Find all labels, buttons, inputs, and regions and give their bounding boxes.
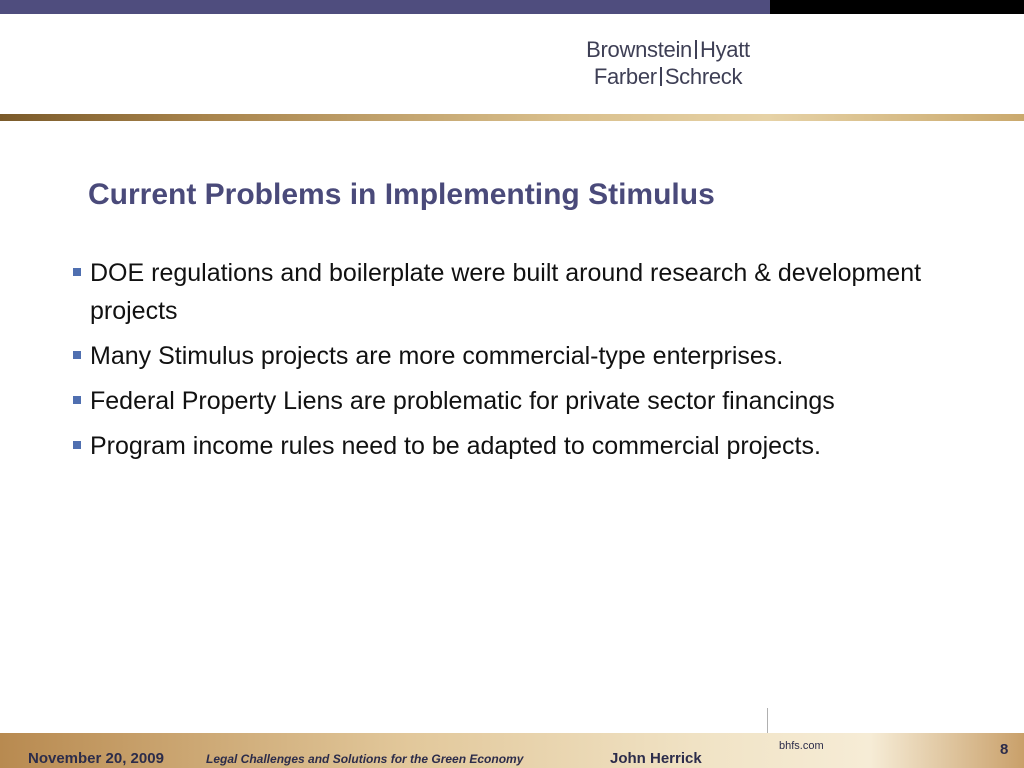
square-bullet-icon (73, 351, 81, 359)
footer-url: bhfs.com (779, 740, 824, 752)
logo-line-2 (568, 63, 768, 90)
logo-separator (695, 40, 697, 59)
bullet-item (70, 254, 950, 330)
bullet-item (70, 337, 950, 375)
top-accent-bar (0, 0, 770, 14)
square-bullet-icon (73, 441, 81, 449)
footer-subject: Legal Challenges and Solutions for the Green Economy (206, 752, 524, 766)
square-bullet-icon (73, 268, 81, 276)
bullet-text: Program income rules need to be adapted to commercial projects. (90, 432, 821, 460)
firm-logo (568, 36, 768, 90)
bullet-text: Federal Property Liens are problematic for private sector financings (90, 387, 835, 415)
logo-line-1 (568, 36, 768, 63)
header-divider-band (0, 114, 1024, 121)
top-accent-bar-dark (770, 0, 1024, 14)
bullet-list (70, 254, 950, 472)
footer-presenter: John Herrick (610, 750, 702, 767)
page-number: 8 (1000, 741, 1009, 758)
logo-word: Brownstein (586, 37, 692, 62)
logo-word: Farber (593, 64, 657, 89)
square-bullet-icon (73, 396, 81, 404)
slide-title: Current Problems in Implementing Stimulus (88, 178, 715, 211)
logo-word: Schreck (664, 64, 743, 89)
logo-separator (660, 67, 662, 86)
logo-word: Hyatt (699, 37, 750, 62)
bullet-text: Many Stimulus projects are more commercial-type enterprises. (90, 342, 784, 370)
bullet-item (70, 382, 950, 420)
footer-date: November 20, 2009 (28, 750, 164, 767)
bullet-item (70, 427, 950, 465)
bullet-text: DOE regulations and boilerplate were built around research & development projects (90, 259, 922, 325)
